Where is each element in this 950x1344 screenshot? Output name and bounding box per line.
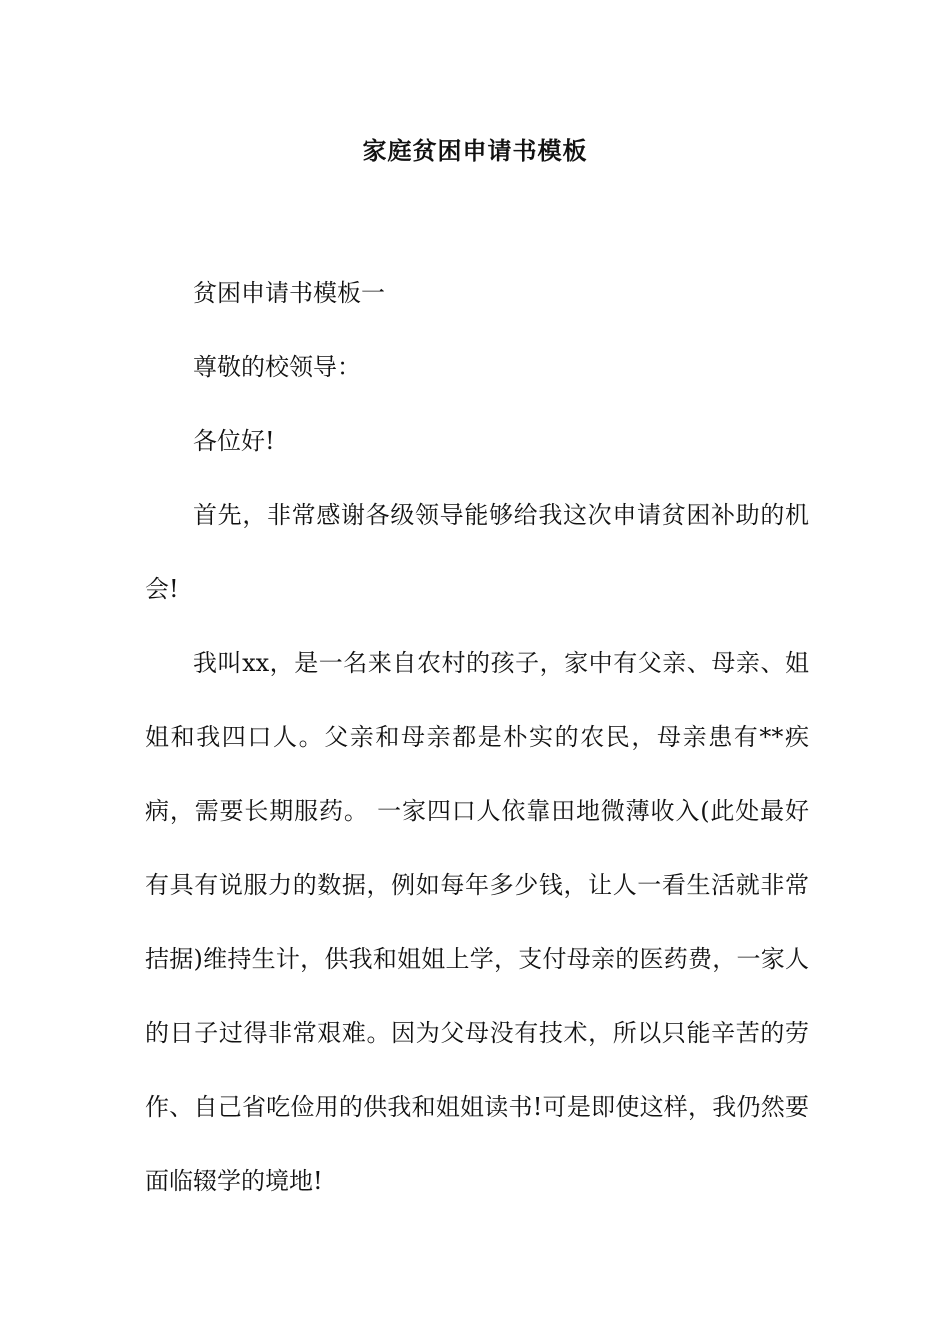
paragraph-greeting: 各位好! [193, 427, 275, 455]
document-title: 家庭贫困申请书模板 [362, 136, 588, 165]
document-body [145, 256, 809, 1218]
paragraph-salutation: 尊敬的校领导： [193, 353, 361, 381]
paragraph-thanks: 首先，非常感谢各级领导能够给我这次申请贫困补助的机会! [145, 501, 809, 603]
paragraph-family-situation: 我叫xx，是一名来自农村的孩子，家中有父亲、母亲、姐姐和我四口人。父亲和母亲都是朴实的农民，母亲患有**疾病，需要长期服药。 一家四口人依靠田地微薄收入(此处最好有具有说服力的数据，例如每年多少钱，让人一看生活就非常拮据)维持生计，供我和姐姐上学，支付母亲的医药费，一家人的日子过得非常艰难。因为父母没有技术，所以只能辛苦的劳作、自己省吃俭用的供我和姐姐读书!可是即使这样，我仍然要面临辍学的境地! [145, 649, 809, 1195]
paragraph-heading: 贫困申请书模板一 [193, 279, 385, 307]
